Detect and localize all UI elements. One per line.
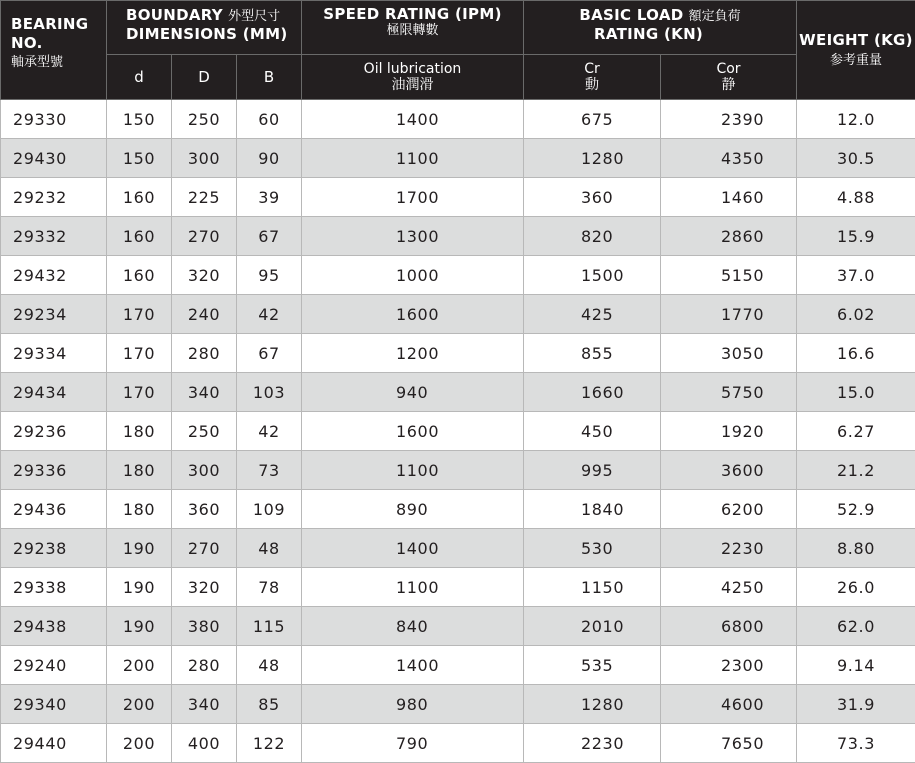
cell-D: 300: [172, 139, 237, 178]
cell-weight: 21.2: [797, 451, 915, 490]
cell-cor: 7650: [661, 724, 797, 763]
cell-B: 48: [237, 529, 302, 568]
cell-cr: 535: [524, 646, 661, 685]
cell-d: 190: [107, 607, 172, 646]
cell-B: 109: [237, 490, 302, 529]
header-boundary-zh: 外型尺寸: [228, 9, 280, 24]
cell-cr: 1500: [524, 256, 661, 295]
table-row: [1, 100, 915, 139]
cell-D: 250: [172, 412, 237, 451]
table-row: [1, 568, 915, 607]
cell-bearing-no: 29330: [1, 100, 107, 139]
cell-cr: 1280: [524, 139, 661, 178]
cell-D: 300: [172, 451, 237, 490]
cell-cr: 1150: [524, 568, 661, 607]
header-load-en2: RATING (KN): [524, 25, 796, 43]
cell-bearing-no: 29238: [1, 529, 107, 568]
cell-d: 160: [107, 217, 172, 256]
cell-weight: 16.6: [797, 334, 915, 373]
cell-speed: 1600: [302, 412, 524, 451]
cell-d: 170: [107, 295, 172, 334]
cell-d: 170: [107, 334, 172, 373]
header-boundary-en1: BOUNDARY: [126, 6, 223, 24]
cell-cr: 1660: [524, 373, 661, 412]
header-B: B: [237, 55, 302, 100]
cell-bearing-no: 29234: [1, 295, 107, 334]
header-oil-zh: 油潤滑: [302, 77, 523, 93]
cell-cor: 2390: [661, 100, 797, 139]
table-row: [1, 295, 915, 334]
cell-speed: 1100: [302, 451, 524, 490]
header-bearing-zh: 軸承型號: [11, 55, 106, 71]
table-row: [1, 178, 915, 217]
cell-B: 60: [237, 100, 302, 139]
cell-speed: 1600: [302, 295, 524, 334]
cell-D: 280: [172, 334, 237, 373]
cell-B: 42: [237, 295, 302, 334]
cell-bearing-no: 29438: [1, 607, 107, 646]
cell-d: 190: [107, 568, 172, 607]
cell-B: 48: [237, 646, 302, 685]
table-row: [1, 217, 915, 256]
cell-bearing-no: 29434: [1, 373, 107, 412]
cell-D: 400: [172, 724, 237, 763]
cell-bearing-no: 29440: [1, 724, 107, 763]
cell-bearing-no: 29432: [1, 256, 107, 295]
cell-weight: 6.27: [797, 412, 915, 451]
cell-cr: 425: [524, 295, 661, 334]
cell-speed: 1000: [302, 256, 524, 295]
cell-B: 78: [237, 568, 302, 607]
cell-weight: 31.9: [797, 685, 915, 724]
cell-d: 170: [107, 373, 172, 412]
cell-cr: 2010: [524, 607, 661, 646]
cell-cor: 2300: [661, 646, 797, 685]
cell-weight: 12.0: [797, 100, 915, 139]
cell-speed: 790: [302, 724, 524, 763]
table-header: [1, 1, 915, 100]
cell-D: 360: [172, 490, 237, 529]
cell-bearing-no: 29240: [1, 646, 107, 685]
table-body: [1, 100, 915, 763]
cell-weight: 15.9: [797, 217, 915, 256]
cell-d: 150: [107, 100, 172, 139]
table-row: [1, 646, 915, 685]
cell-cor: 2230: [661, 529, 797, 568]
cell-weight: 15.0: [797, 373, 915, 412]
cell-speed: 890: [302, 490, 524, 529]
cell-B: 95: [237, 256, 302, 295]
cell-speed: 1100: [302, 139, 524, 178]
header-cr-en: Cr: [524, 61, 660, 77]
header-cor: [661, 55, 797, 100]
cell-D: 280: [172, 646, 237, 685]
cell-weight: 37.0: [797, 256, 915, 295]
header-speed-en: SPEED RATING (IPM): [302, 5, 523, 23]
cell-cor: 6800: [661, 607, 797, 646]
cell-bearing-no: 29232: [1, 178, 107, 217]
cell-bearing-no: 29336: [1, 451, 107, 490]
header-D: D: [172, 55, 237, 100]
cell-weight: 8.80: [797, 529, 915, 568]
cell-speed: 1700: [302, 178, 524, 217]
cell-weight: 30.5: [797, 139, 915, 178]
header-weight-en: WEIGHT (KG): [797, 31, 915, 49]
cell-weight: 62.0: [797, 607, 915, 646]
cell-cr: 855: [524, 334, 661, 373]
header-cr-zh: 動: [524, 77, 660, 93]
table-row: [1, 373, 915, 412]
table-row: [1, 139, 915, 178]
cell-D: 340: [172, 685, 237, 724]
cell-B: 85: [237, 685, 302, 724]
table-row: [1, 607, 915, 646]
cell-cr: 360: [524, 178, 661, 217]
header-oil-lubrication: [302, 55, 524, 100]
cell-d: 180: [107, 490, 172, 529]
cell-weight: 6.02: [797, 295, 915, 334]
cell-cor: 1920: [661, 412, 797, 451]
cell-D: 380: [172, 607, 237, 646]
cell-D: 250: [172, 100, 237, 139]
header-speed-rating: [302, 1, 524, 55]
cell-cr: 450: [524, 412, 661, 451]
cell-bearing-no: 29430: [1, 139, 107, 178]
cell-D: 225: [172, 178, 237, 217]
cell-cor: 6200: [661, 490, 797, 529]
header-basic-load-rating: [524, 1, 797, 55]
cell-d: 200: [107, 685, 172, 724]
cell-cor: 4350: [661, 139, 797, 178]
cell-cr: 675: [524, 100, 661, 139]
table-row: [1, 451, 915, 490]
header-speed-zh: 極限轉數: [302, 23, 523, 39]
cell-d: 180: [107, 451, 172, 490]
cell-D: 270: [172, 529, 237, 568]
cell-cor: 3600: [661, 451, 797, 490]
header-oil-en: Oil lubrication: [302, 61, 523, 77]
cell-B: 67: [237, 334, 302, 373]
cell-speed: 1200: [302, 334, 524, 373]
cell-speed: 1400: [302, 529, 524, 568]
table-row: [1, 334, 915, 373]
cell-speed: 1400: [302, 100, 524, 139]
cell-cr: 1280: [524, 685, 661, 724]
cell-cor: 3050: [661, 334, 797, 373]
cell-weight: 4.88: [797, 178, 915, 217]
header-cr: [524, 55, 661, 100]
cell-d: 160: [107, 256, 172, 295]
table-row: [1, 256, 915, 295]
cell-cor: 5150: [661, 256, 797, 295]
cell-speed: 1400: [302, 646, 524, 685]
cell-D: 240: [172, 295, 237, 334]
cell-d: 180: [107, 412, 172, 451]
cell-bearing-no: 29338: [1, 568, 107, 607]
header-cor-zh: 静: [661, 77, 796, 93]
header-load-zh: 額定負荷: [689, 9, 741, 24]
cell-d: 160: [107, 178, 172, 217]
header-weight-zh: 参考重量: [830, 53, 882, 68]
cell-B: 122: [237, 724, 302, 763]
cell-bearing-no: 29332: [1, 217, 107, 256]
header-boundary-en2: DIMENSIONS (MM): [126, 25, 301, 43]
cell-B: 39: [237, 178, 302, 217]
cell-bearing-no: 29436: [1, 490, 107, 529]
cell-speed: 980: [302, 685, 524, 724]
cell-cor: 1770: [661, 295, 797, 334]
cell-cr: 530: [524, 529, 661, 568]
cell-cor: 5750: [661, 373, 797, 412]
table-row: [1, 412, 915, 451]
cell-speed: 840: [302, 607, 524, 646]
cell-weight: 52.9: [797, 490, 915, 529]
cell-speed: 1300: [302, 217, 524, 256]
cell-speed: 1100: [302, 568, 524, 607]
cell-D: 270: [172, 217, 237, 256]
header-load-en1: BASIC LOAD: [579, 6, 683, 24]
cell-speed: 940: [302, 373, 524, 412]
cell-weight: 9.14: [797, 646, 915, 685]
header-d: d: [107, 55, 172, 100]
cell-d: 200: [107, 724, 172, 763]
cell-B: 115: [237, 607, 302, 646]
cell-cr: 1840: [524, 490, 661, 529]
cell-d: 190: [107, 529, 172, 568]
header-weight: [797, 1, 915, 100]
table-row: [1, 685, 915, 724]
cell-D: 320: [172, 568, 237, 607]
cell-B: 67: [237, 217, 302, 256]
header-bearing-no: [1, 1, 107, 100]
cell-cr: 820: [524, 217, 661, 256]
cell-cr: 2230: [524, 724, 661, 763]
cell-d: 150: [107, 139, 172, 178]
cell-D: 320: [172, 256, 237, 295]
cell-bearing-no: 29340: [1, 685, 107, 724]
cell-cor: 4600: [661, 685, 797, 724]
cell-d: 200: [107, 646, 172, 685]
cell-cor: 1460: [661, 178, 797, 217]
table-row: [1, 490, 915, 529]
table-row: [1, 529, 915, 568]
cell-B: 73: [237, 451, 302, 490]
cell-cr: 995: [524, 451, 661, 490]
cell-B: 103: [237, 373, 302, 412]
cell-cor: 2860: [661, 217, 797, 256]
header-cor-en: Cor: [661, 61, 796, 77]
header-bearing-en: BEARING NO.: [11, 15, 88, 52]
cell-B: 90: [237, 139, 302, 178]
cell-weight: 73.3: [797, 724, 915, 763]
cell-D: 340: [172, 373, 237, 412]
cell-bearing-no: 29236: [1, 412, 107, 451]
cell-weight: 26.0: [797, 568, 915, 607]
cell-cor: 4250: [661, 568, 797, 607]
header-boundary-dimensions: [107, 1, 302, 55]
cell-bearing-no: 29334: [1, 334, 107, 373]
cell-B: 42: [237, 412, 302, 451]
